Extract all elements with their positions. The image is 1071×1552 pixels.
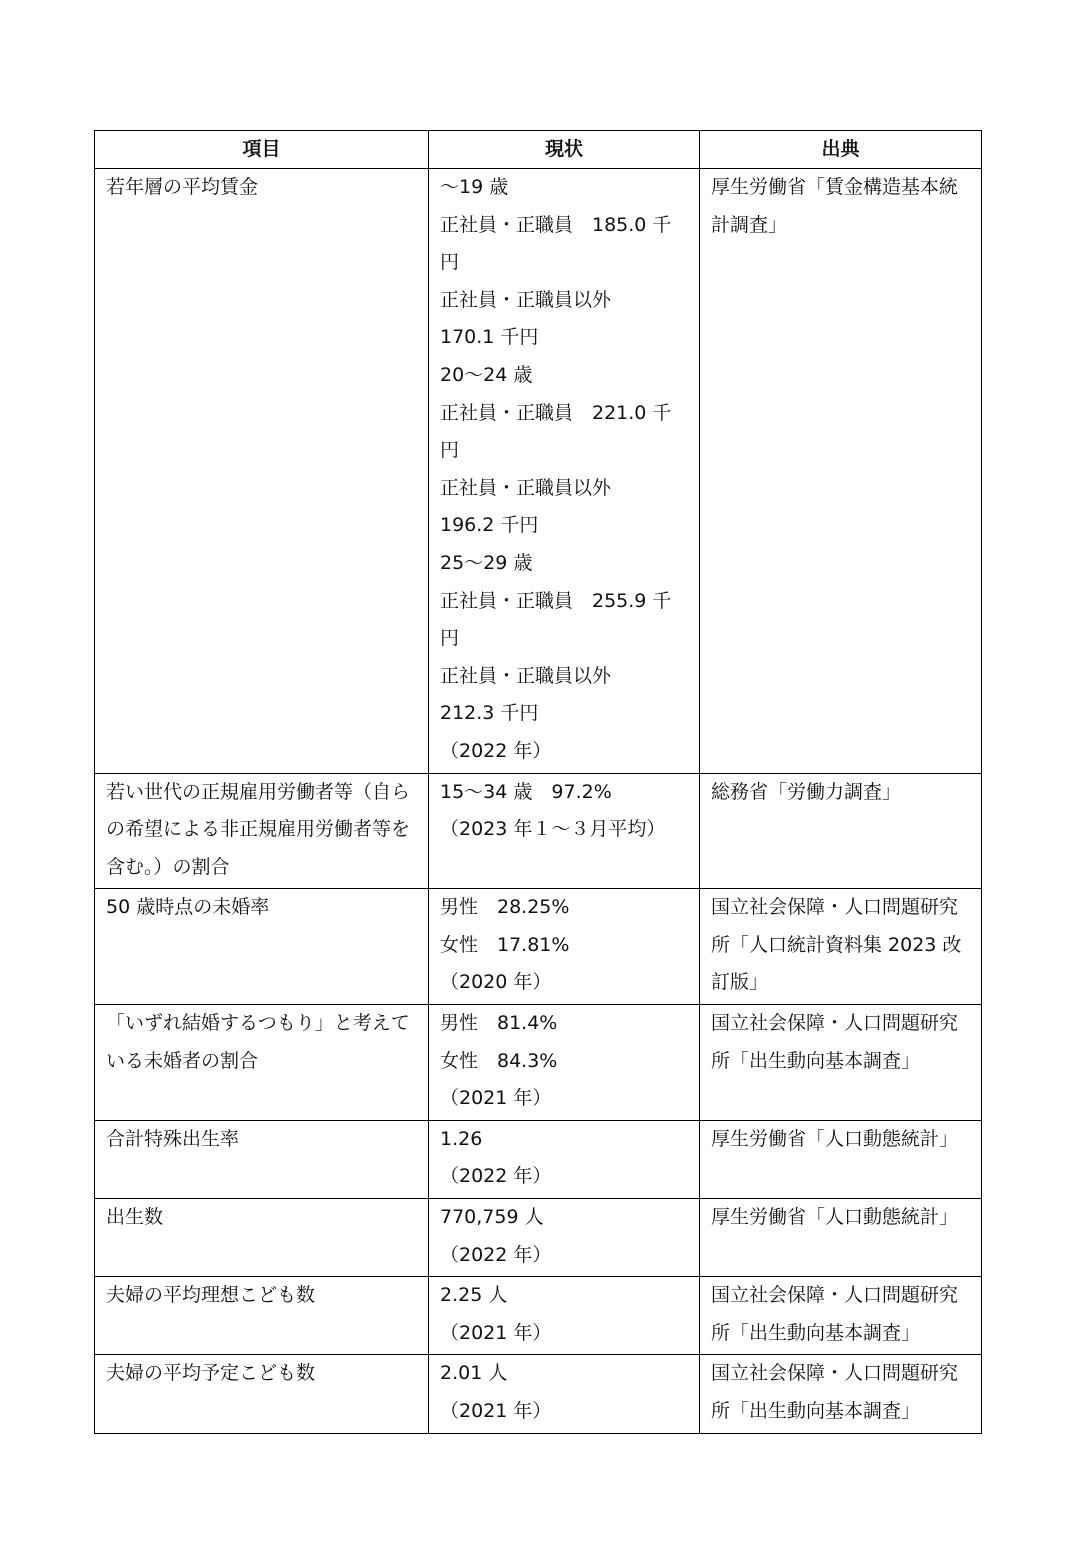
source-cell-line: 厚生労働省「人口動態統計」 [711, 1206, 959, 1229]
table-row [95, 1277, 982, 1355]
item-cell [95, 1355, 429, 1433]
status-cell [429, 1199, 700, 1277]
source-cell [700, 1355, 982, 1433]
status-cell [429, 1355, 700, 1433]
status-cell-line: 212.3 千円 [440, 702, 539, 725]
table-row [95, 1199, 982, 1277]
header-item: 項目 [95, 131, 429, 169]
item-cell-line: 夫婦の平均理想こども数 [106, 1284, 316, 1307]
source-cell-line: 国立社会保障・人口問題研究所「人口統計資料集 2023 改訂版」 [711, 896, 962, 994]
item-cell [95, 1120, 429, 1198]
item-cell-line: 50 歳時点の未婚率 [106, 896, 270, 919]
status-cell [429, 773, 700, 889]
status-cell-line: 正社員・正職員 255.9 千円 [440, 589, 672, 650]
source-cell-line: 厚生労働省「人口動態統計」 [711, 1127, 959, 1150]
status-cell-line: 20～24 歳 [440, 363, 533, 386]
source-cell [700, 1277, 982, 1355]
source-cell [700, 889, 982, 1005]
status-cell-line: 2.01 人 [440, 1362, 508, 1385]
table-row [95, 773, 982, 889]
status-cell-line: 正社員・正職員以外 [440, 664, 612, 687]
header-source: 出典 [700, 131, 982, 169]
status-cell-line: 196.2 千円 [440, 514, 539, 537]
item-cell-line: 夫婦の平均予定こども数 [106, 1362, 316, 1385]
item-cell [95, 1199, 429, 1277]
item-cell-line: 合計特殊出生率 [106, 1127, 240, 1150]
item-cell-line: 若年層の平均賃金 [106, 176, 259, 198]
table-row [95, 169, 982, 774]
status-cell [429, 1277, 700, 1355]
status-cell [429, 169, 700, 774]
status-cell-line: （2020 年） [440, 971, 552, 994]
source-cell [700, 169, 982, 774]
status-cell-line: 女性 84.3% [440, 1049, 558, 1072]
table-row [95, 1355, 982, 1433]
status-cell-line: 正社員・正職員 221.0 千円 [440, 401, 672, 462]
status-cell-line: （2022 年） [440, 1165, 552, 1188]
source-cell [700, 1199, 982, 1277]
source-cell-line: 国立社会保障・人口問題研究所「出生動向基本調査」 [711, 1362, 959, 1422]
status-cell-line: 正社員・正職員以外 [440, 288, 612, 311]
item-cell-line: 出生数 [106, 1206, 164, 1229]
table-body [95, 169, 982, 1434]
status-cell-line: 正社員・正職員以外 [440, 476, 612, 499]
item-cell-line: 「いずれ結婚するつもり」と考えている未婚者の割合 [106, 1012, 410, 1072]
status-cell-line: 女性 17.81% [440, 933, 570, 956]
status-cell-line: （2023 年１～３月平均） [440, 818, 666, 841]
source-cell [700, 1005, 982, 1121]
status-cell-line: （2021 年） [440, 1087, 552, 1110]
header-status: 現状 [429, 131, 700, 169]
status-cell-line: 1.26 [440, 1127, 483, 1150]
status-cell-line: 2.25 人 [440, 1284, 508, 1307]
source-cell-line: 国立社会保障・人口問題研究所「出生動向基本調査」 [711, 1012, 959, 1072]
table-row [95, 1005, 982, 1121]
status-cell-line: （2021 年） [440, 1400, 552, 1422]
item-cell-line: 若い世代の正規雇用労働者等（自らの希望による非正規雇用労働者等を含む。）の割合 [106, 780, 411, 878]
status-cell [429, 1005, 700, 1121]
status-cell [429, 1120, 700, 1198]
status-cell-line: 170.1 千円 [440, 326, 539, 349]
status-cell-line: 15～34 歳 97.2% [440, 780, 612, 803]
item-cell [95, 169, 429, 774]
source-cell-line: 国立社会保障・人口問題研究所「出生動向基本調査」 [711, 1284, 959, 1344]
source-cell [700, 1120, 982, 1198]
item-cell [95, 773, 429, 889]
status-cell-line: ～19 歳 [440, 176, 509, 198]
status-cell [429, 889, 700, 1005]
statistics-table [94, 130, 982, 1434]
status-cell-line: （2022 年） [440, 739, 552, 762]
item-cell [95, 1277, 429, 1355]
source-cell-line: 厚生労働省「賃金構造基本統計調査」 [711, 176, 959, 236]
source-cell-line: 総務省「労働力調査」 [711, 780, 902, 803]
status-cell-line: 男性 81.4% [440, 1012, 558, 1035]
table-row [95, 1120, 982, 1198]
status-cell-line: （2022 年） [440, 1243, 552, 1266]
table-row [95, 889, 982, 1005]
item-cell [95, 1005, 429, 1121]
status-cell-line: （2021 年） [440, 1321, 552, 1344]
status-cell-line: 正社員・正職員 185.0 千円 [440, 213, 672, 274]
status-cell-line: 770,759 人 [440, 1206, 544, 1229]
status-cell-line: 25～29 歳 [440, 551, 533, 574]
source-cell [700, 773, 982, 889]
item-cell [95, 889, 429, 1005]
status-cell-line: 男性 28.25% [440, 896, 570, 919]
table-header-row [95, 131, 982, 169]
